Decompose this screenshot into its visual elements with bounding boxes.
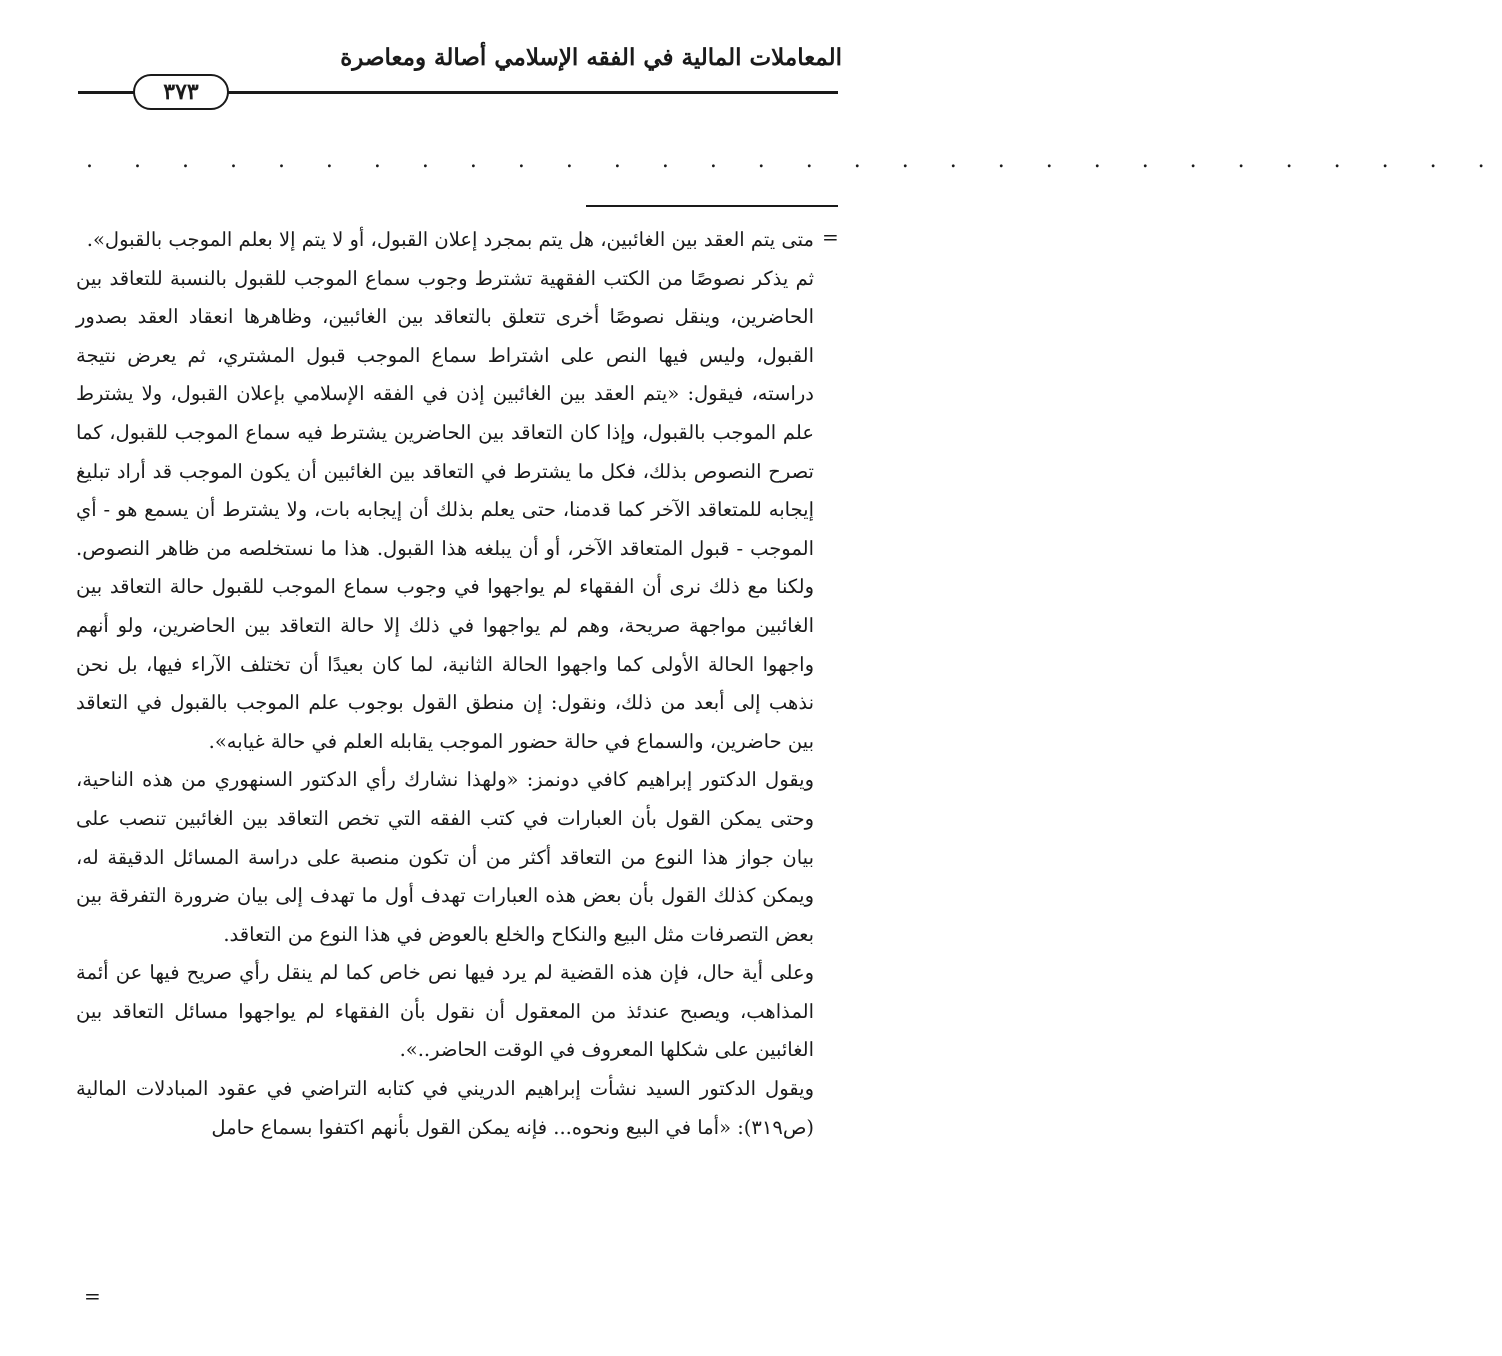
paragraph: متى يتم العقد بين الغائبين، هل يتم بمجرد إعلان القبول، أو لا يتم إلا بعلم الموجب بالقبول».: [86, 228, 814, 251]
running-header-title: المعاملات المالية في الفقه الإسلامي أصالة ومعاصرة: [340, 44, 842, 71]
paragraph: وعلى أية حال، فإن هذه القضية لم يرد فيها نص خاص كما لم ينقل رأي صريح فيها عن أئمة المذاهب، ويصبح عندئذ من المعقول أن نقول بأن الفقهاء لم يواجهوا مسائل التعاقد بين الغائبين على شكلها المعروف في الوقت الحاضر..».: [76, 961, 814, 1062]
continuation-mark-bottom: =: [84, 1284, 101, 1308]
page-number-badge: ٣٧٣: [133, 74, 229, 110]
continuation-mark-top: =: [822, 225, 839, 249]
paragraph: ثم يذكر نصوصًا من الكتب الفقهية تشترط وجوب سماع الموجب للقبول بالنسبة للتعاقد بين الحاضرين، وينقل نصوصًا أخرى تتعلق بالتعاقد بين الغائبين، وظاهرها انعقاد العقد بصدور القبول، وليس فيها النص على اشتراط سماع الموجب قبول المشتري، ثم يعرض نتيجة دراسته، فيقول: «يتم العقد بين الغائبين إذن في الفقه الإسلامي بإعلان القبول، ولا يشترط علم الموجب بالقبول، وإذا كان التعاقد بين الحاضرين يشترط فيه سماع الموجب للقبول، كما تصرح النصوص بذلك، فكل ما يشترط في التعاقد بين الغائبين أن يكون الموجب قد أراد تبليغ إيجابه للمتعاقد الآخر كما قدمنا، حتى يعلم بذلك أن إيجابه بات، ولا يشترط أن يسمع هو - أي الموجب - قبول المتعاقد الآخر، أو أن يبلغه هذا القبول. هذا ما نستخلصه من ظاهر النصوص. ولكنا مع ذلك نرى أن الفقهاء لم يواجهوا في وجوب سماع الموجب للقبول حالة التعاقد بين الغائبين مواجهة صريحة، وهم لم يواجهوا في ذلك إلا حالة التعاقد بين الحاضرين، ولو أنهم واجهوا الحالة الأولى كما واجهوا الحالة الثانية، لما كان بعيدًا أن تختلف الآراء فيها، بل نحن نذهب إلى أبعد من ذلك، ونقول: إن منطق القول بوجوب علم الموجب بالقبول في التعاقد بين حاضرين، والسماع في حالة حضور الموجب يقابله العلم في حالة غيابه».: [76, 266, 814, 753]
footnote-text: [76, 221, 814, 1147]
paragraph: ويقول الدكتور إبراهيم كافي دونمز: «ولهذا نشارك رأي الدكتور السنهوري من هذه الناحية، وحتى يمكن القول بأن العبارات في كتب الفقه التي تخص التعاقد بين الغائبين تنصب على بيان جواز هذا النوع من التعاقد أكثر من أن تكون منصبة على دراسة المسائل الدقيقة له، ويمكن كذلك القول بأن بعض هذه العبارات تهدف أول ما تهدف إلى بيان ضرورة التفرقة بين بعض التصرفات مثل البيع والنكاح والخلع بالعوض في هذا النوع من التعاقد.: [76, 768, 814, 946]
footnote-rule: [586, 205, 838, 207]
paragraph: ويقول الدكتور السيد نشأت إبراهيم الدريني في كتابه التراضي في عقود المبادلات المالية (ص٣١٩): «أما في البيع ونحوه... فإنه يمكن القول بأنهم اكتفوا بسماع حامل: [76, 1077, 814, 1139]
dotted-separator: . . . . . . . . . . . . . . . . . . . . . . . . . . . . . .: [86, 148, 1502, 173]
